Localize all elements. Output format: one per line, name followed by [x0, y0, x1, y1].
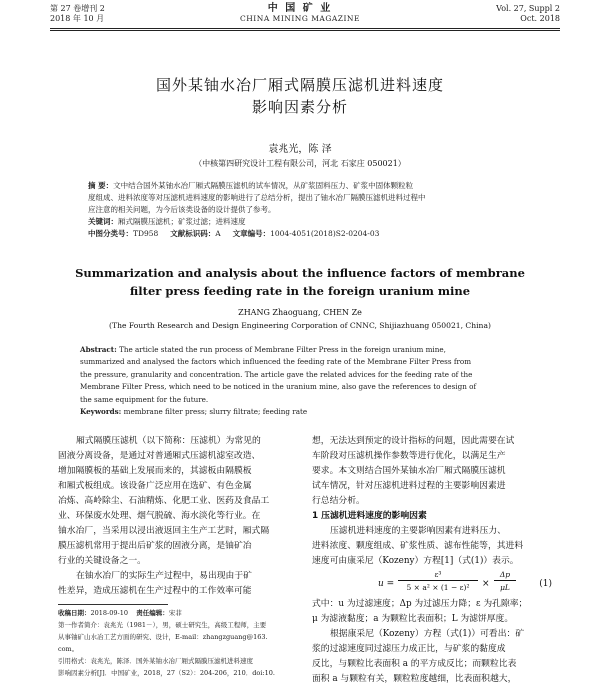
body-line: 在铀水冶厂的实际生产过程中，易出现由于矿	[76, 571, 252, 581]
kozeny-formula: u = ε³ 5 × a² × (1 − ε)² × Δp μL (1)	[378, 570, 552, 592]
abstract-cn: 摘 要：文中结合国外某铀水冶厂厢式隔膜压滤机的试车情况，从矿浆固料压力、矿浆中固体颗粒粒 度组成、进料浓度等对压滤机进料速度的影响进行了总结分析，提出了铀水冶厂隔膜压滤机进料过程中 应注意的相关问题，为今后该类设备的设计提供了参考。 关键词：厢式隔膜压滤机；矿浆过滤；进料速度 中图分类号：TD958 文献标识码：A 文章编号：1004-4051(2018)S2-0204-03	[88, 181, 426, 238]
body-line: 式中：u 为过滤速度；Δp 为过滤压力降；ε 为孔隙率；	[312, 599, 528, 609]
right-column-body	[312, 434, 552, 687]
body-line: 根据康采尼（Kozeny）方程（式(1)）可看出：矿	[330, 629, 525, 639]
body-line: 性差异，造成压滤机在生产过程中的工作效率可能	[58, 586, 252, 596]
header-rule-2	[50, 30, 560, 31]
title-en-line2: filter press feeding rate in the foreign uranium mine	[129, 284, 471, 298]
body-line: 反比，与颗粒比表面积 a 的平方成反比；而颗粒比表	[312, 659, 517, 669]
body-line: 行业的关键设备之一。	[58, 556, 146, 566]
body-line: 速度可由康采尼（Kozeny）方程[1]（式(1)）表示。	[312, 556, 519, 566]
header-volume: 第 27 卷增刊 2 2018 年 10 月	[50, 4, 105, 23]
body-line: 压滤机进料速度的主要影响因素有进料压力、	[330, 526, 506, 536]
footnote-rule	[58, 604, 168, 605]
authors-en: ZHANG Zhaoguang, CHEN Ze	[238, 308, 362, 317]
title-en-line1: Summarization and analysis about the influence factors of membrane	[75, 266, 525, 280]
header-issue: Vol. 27, Suppl 2 Oct. 2018	[496, 4, 560, 23]
left-column-body	[58, 434, 298, 599]
affiliation-cn: （中核第四研究设计工程有限公司，河北 石家庄 050021）	[194, 159, 406, 168]
header-rule	[50, 28, 560, 29]
body-line: 业、环保废水处理、烟气脱硫、海水淡化等行业。在	[58, 511, 261, 521]
title-cn-line2: 影响因素分析	[251, 98, 348, 116]
body-line: 试车情况，针对压滤机进料过程的主要影响因素进	[312, 481, 506, 491]
title-cn-line1: 国外某铀水冶厂厢式隔膜压滤机进料速度	[155, 76, 444, 94]
footnotes: 收稿日期：2018-09-10 责任编辑：宋菲 第一作者简介：袁兆光（1981－），男，硕士研究生，高级工程师，主要 从事铀矿山水冶工艺方面的研究、设计，E-mail：zhangzguang@163. com。 引用格式：袁兆光，陈泽．国外某铀水冶厂厢式隔膜压滤机进料速度 影响因素分析[J]．中国矿业，2018，27（S2）：204-206，210．doi:10.	[58, 609, 275, 677]
body-line: μ 为滤液黏度；a 为颗粒比表面积；L 为滤饼厚度。	[312, 614, 514, 624]
body-line: 车阶段对压滤机操作参数等进行优化，以满足生产	[312, 451, 506, 461]
section-heading: 1 压滤机进料速度的影响因素	[312, 511, 427, 521]
body-line: 固液分离设备，是通过对普通厢式压滤机滤室改造、	[58, 451, 261, 461]
body-line: 和厢式板组成。该设备广泛应用在选矿、有色金属	[58, 481, 252, 491]
body-line: 冶炼、高岭除尘、石油精炼、化肥工业、医药及食品工	[58, 496, 270, 506]
body-line: 行总结分析。	[312, 496, 365, 506]
body-line: 浆的过滤速度同过滤压力成正比，与矿浆的黏度成	[312, 644, 506, 654]
abstract-en: Abstract: The article stated the run process of Membrane Filter Press in the foreign uranium mine, summarized and analysed the factors which influenced the feeding rate of the Membrane Filter Press from the pressure, granularity and concentration. The article gave the related advices for the feeding rate of the Membrane Filter Press, which need to be noticed in the uranium mine, also gave the references to design of the same equipment for the future. Keywords: membrane filter press; slurry filtrate; feeding rate	[80, 345, 477, 417]
body-line: 想，无法达到预定的设计指标的问题，因此需要在试	[312, 436, 515, 446]
body-line: 厢式隔膜压滤机（以下简称：压滤机）为常见的	[76, 436, 261, 446]
body-line: 铀水冶厂，当采用以浸出液返回主生产工艺时，厢式隔	[58, 526, 270, 536]
authors-cn: 袁兆光，陈 泽	[268, 144, 332, 155]
body-line: 增加隔膜板的基础上发展而来的，其滤板由隔膜板	[58, 466, 252, 476]
body-line: 要求。本文则结合国外某铀水冶厂厢式隔膜压滤机	[312, 466, 506, 476]
body-line: 膜压滤机常用于提出后矿浆的固液分离，是铀矿冶	[58, 541, 252, 551]
journal-name: 中 国 矿 业 CHINA MINING MAGAZINE	[240, 3, 360, 23]
body-line: 面积 a 与颗粒有关，颗粒粒度越细，比表面积越大，	[312, 674, 517, 684]
body-line: 进料浓度、颗度组成、矿浆性质、滤布性能等，其进料	[312, 541, 524, 551]
affiliation-en: (The Fourth Research and Design Engineering Corporation of CNNC, Shijiazhuang 050021, China)	[109, 321, 491, 330]
